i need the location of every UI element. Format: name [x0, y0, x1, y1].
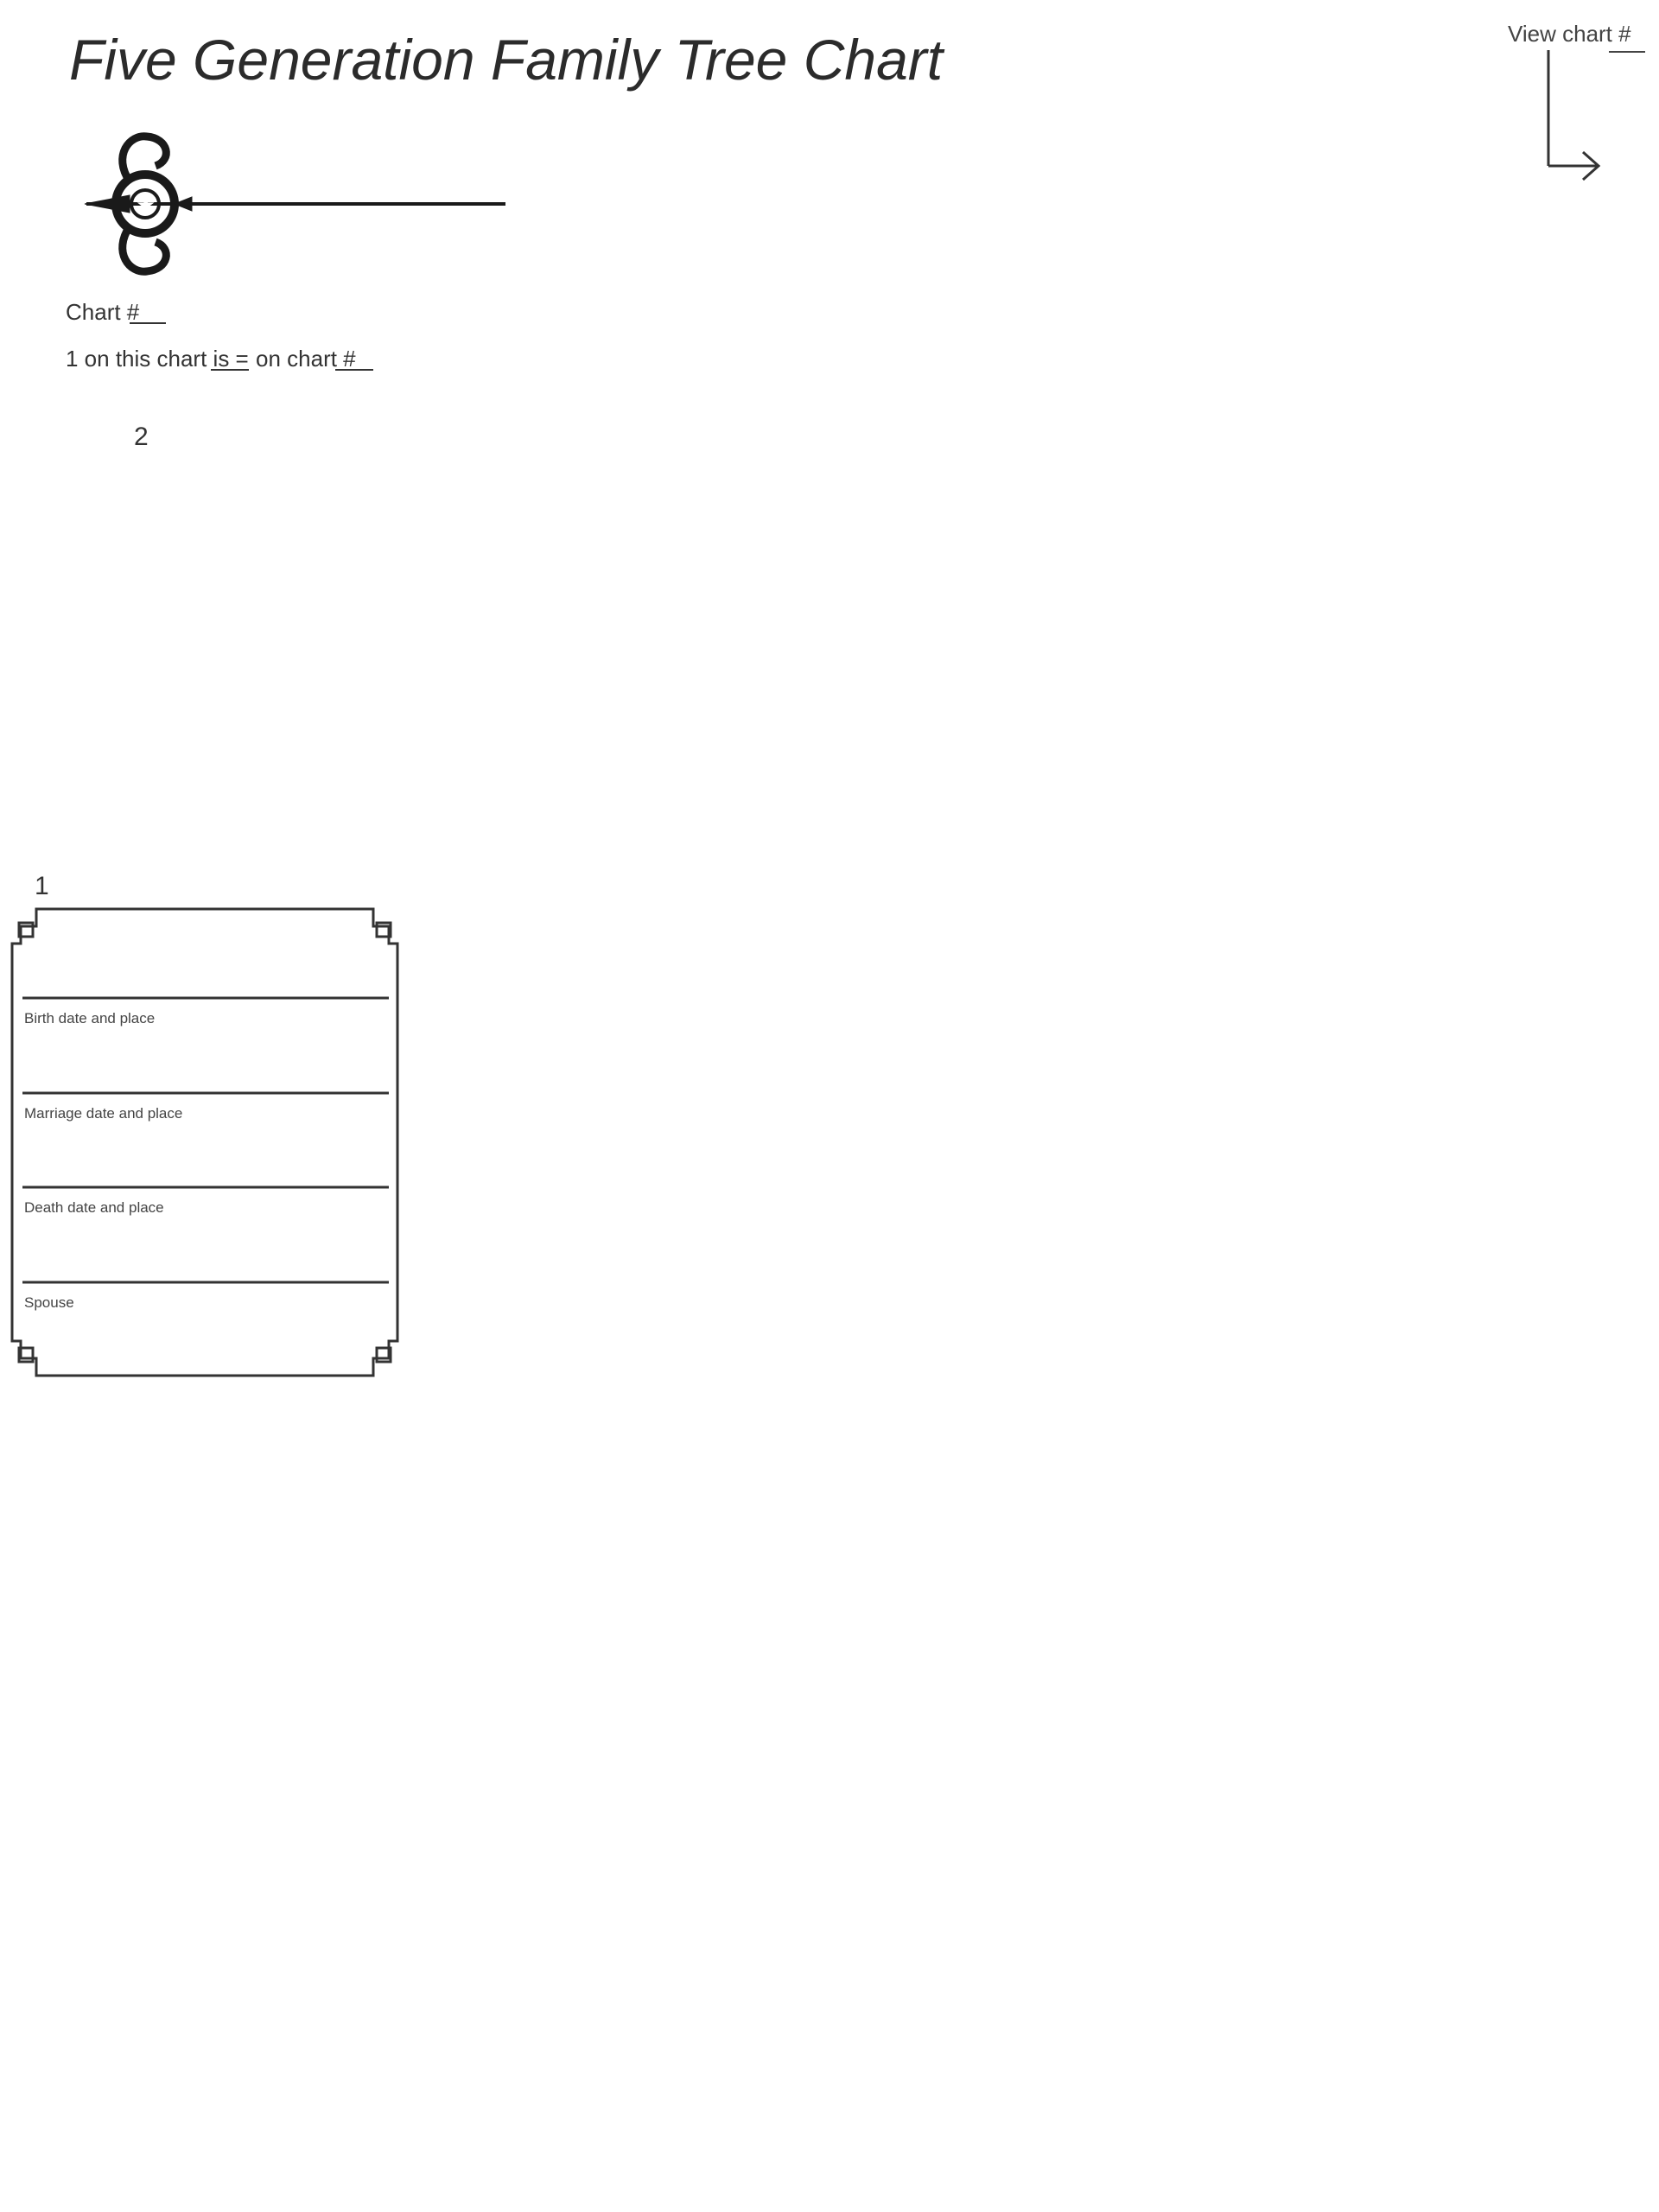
chart-link-suffix: on chart #	[256, 346, 356, 372]
person-1-spouse-label: Spouse	[24, 1294, 74, 1311]
chart-link-prefix: 1 on this chart is =	[66, 346, 249, 372]
chart-number-label: Chart #	[66, 299, 140, 325]
person-1-death-label: Death date and place	[24, 1199, 164, 1216]
ornament-icon	[85, 137, 505, 271]
person-1-birth-label: Birth date and place	[24, 1010, 156, 1027]
svg-text:★: ★	[136, 192, 156, 218]
person-number-2: 2	[134, 423, 149, 451]
person-1-marriage-label: Marriage date and place	[24, 1105, 183, 1122]
tree-fields	[22, 423, 389, 1311]
view-chart-label: View chart #	[1508, 21, 1631, 47]
page-title: Five Generation Family Tree Chart	[69, 28, 944, 92]
chart-link-line	[66, 346, 373, 372]
person-number-1: 1	[35, 872, 49, 900]
arrow-right-icon	[1548, 50, 1599, 180]
